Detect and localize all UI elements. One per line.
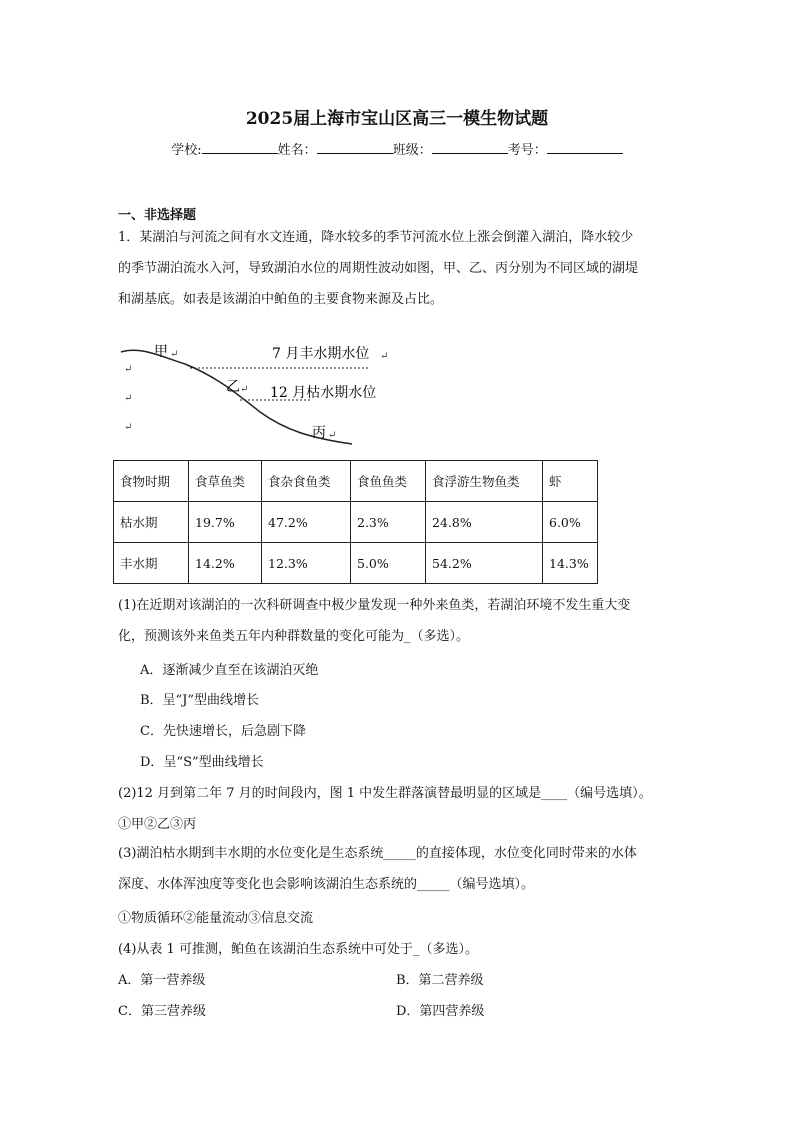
q2-choices: ①甲②乙③丙 [118, 817, 197, 832]
q4-option-b[interactable]: B．第二营养级 [396, 973, 484, 988]
table-cell: 2.3% [351, 502, 426, 543]
table-cell: 24.8% [426, 502, 543, 543]
table-header-cell: 食鱼鱼类 [351, 461, 426, 502]
label-bing: 丙 [312, 425, 326, 441]
food-source-table [113, 460, 598, 584]
section-heading: 一、非选择题 [118, 208, 197, 223]
table-header-cell: 食物时期 [114, 461, 189, 502]
question-line: 深度、水体浑浊度等变化也会影响该湖泊生态系统的_____（编号选填）。 [118, 877, 535, 892]
name-label: 姓名： [277, 143, 317, 158]
exam-number-blank[interactable] [547, 139, 623, 154]
table-cell: 14.3% [543, 543, 598, 584]
question-line: 化，预测该外来鱼类五年内种群数量的变化可能为_（多选）。 [118, 629, 470, 644]
page-title: 2025届上海市宝山区高三一模生物试题 [245, 109, 549, 129]
intro-line: 1．某湖泊与河流之间有水文连通，降水较多的季节河流水位上涨会倒灌入湖泊，降水较少 [118, 230, 634, 245]
table-cell: 5.0% [351, 543, 426, 584]
table-cell: 12.3% [262, 543, 351, 584]
school-label: 学校: [171, 143, 202, 158]
shore-profile-curve [121, 350, 352, 444]
para-mark: ↵ [170, 349, 179, 360]
question-3 [118, 838, 678, 900]
table-cell: 6.0% [543, 502, 598, 543]
name-blank[interactable] [317, 139, 393, 154]
para-mark: ↵ [240, 384, 249, 395]
para-mark: ↵ [328, 430, 337, 441]
para-mark: ↵ [124, 393, 133, 404]
intro-line: 和湖基底。如表是该湖泊中鲌鱼的主要食物来源及占比。 [118, 292, 444, 307]
question-2: (2)12 月到第二年 7 月的时间段内，图 1 中发生群落演替最明显的区域是____（编号选填）。 [118, 786, 652, 801]
table-header-cell: 食杂食鱼类 [262, 461, 351, 502]
student-info-line [0, 139, 794, 158]
q4-option-d[interactable]: D．第四营养级 [396, 1004, 485, 1019]
question-1 [118, 590, 678, 652]
q1-option-a[interactable]: A．逐渐减少直至在该湖泊灭绝 [140, 663, 319, 678]
exam-number-label: 考号： [507, 143, 547, 158]
question-line: (3)湖泊枯水期到丰水期的水位变化是生态系统_____的直接体现，水位变化同时带来的水体 [118, 846, 637, 861]
q4-option-c[interactable]: C．第三营养级 [118, 1004, 206, 1019]
table-row [114, 543, 598, 584]
para-mark: ↵ [124, 364, 133, 375]
intro-line: 的季节湖泊流水入河，导致湖泊水位的周期性波动如图，甲、乙、丙分别为不同区域的湖堤 [118, 261, 639, 276]
table-cell: 19.7% [189, 502, 262, 543]
table-header-row [114, 461, 598, 502]
class-blank[interactable] [432, 139, 508, 154]
table-cell: 丰水期 [114, 543, 189, 584]
table-cell: 14.2% [189, 543, 262, 584]
q1-option-c[interactable]: C．先快速增长，后急剧下降 [140, 724, 306, 739]
para-mark: ↵ [380, 351, 389, 362]
table-row [114, 502, 598, 543]
table-cell: 47.2% [262, 502, 351, 543]
class-label: 班级： [392, 143, 432, 158]
table-header-cell: 虾 [543, 461, 598, 502]
table-header-cell: 食浮游生物鱼类 [426, 461, 543, 502]
q1-option-d[interactable]: D．呈“S”型曲线增长 [140, 755, 264, 770]
question-4: (4)从表 1 可推测，鲌鱼在该湖泊生态系统中可处于_（多选）。 [118, 942, 478, 957]
school-blank[interactable] [202, 139, 278, 154]
question-intro [118, 222, 678, 315]
label-jia: 甲 [154, 344, 168, 360]
label-flood: 7 月丰水期水位 [272, 346, 370, 362]
table-cell: 枯水期 [114, 502, 189, 543]
q4-option-a[interactable]: A．第一营养级 [118, 973, 206, 988]
label-dry: 12 月枯水期水位 [270, 385, 377, 401]
para-mark: ↵ [124, 422, 133, 433]
label-yi: 乙 [226, 379, 240, 395]
question-line: (1)在近期对该湖泊的一次科研调查中极少量发现一种外来鱼类，若湖泊环境不发生重大变 [118, 598, 631, 613]
table-cell: 54.2% [426, 543, 543, 584]
table-header-cell: 食草鱼类 [189, 461, 262, 502]
q1-option-b[interactable]: B．呈“J”型曲线增长 [140, 693, 260, 708]
q3-choices: ①物质循环②能量流动③信息交流 [118, 911, 314, 926]
